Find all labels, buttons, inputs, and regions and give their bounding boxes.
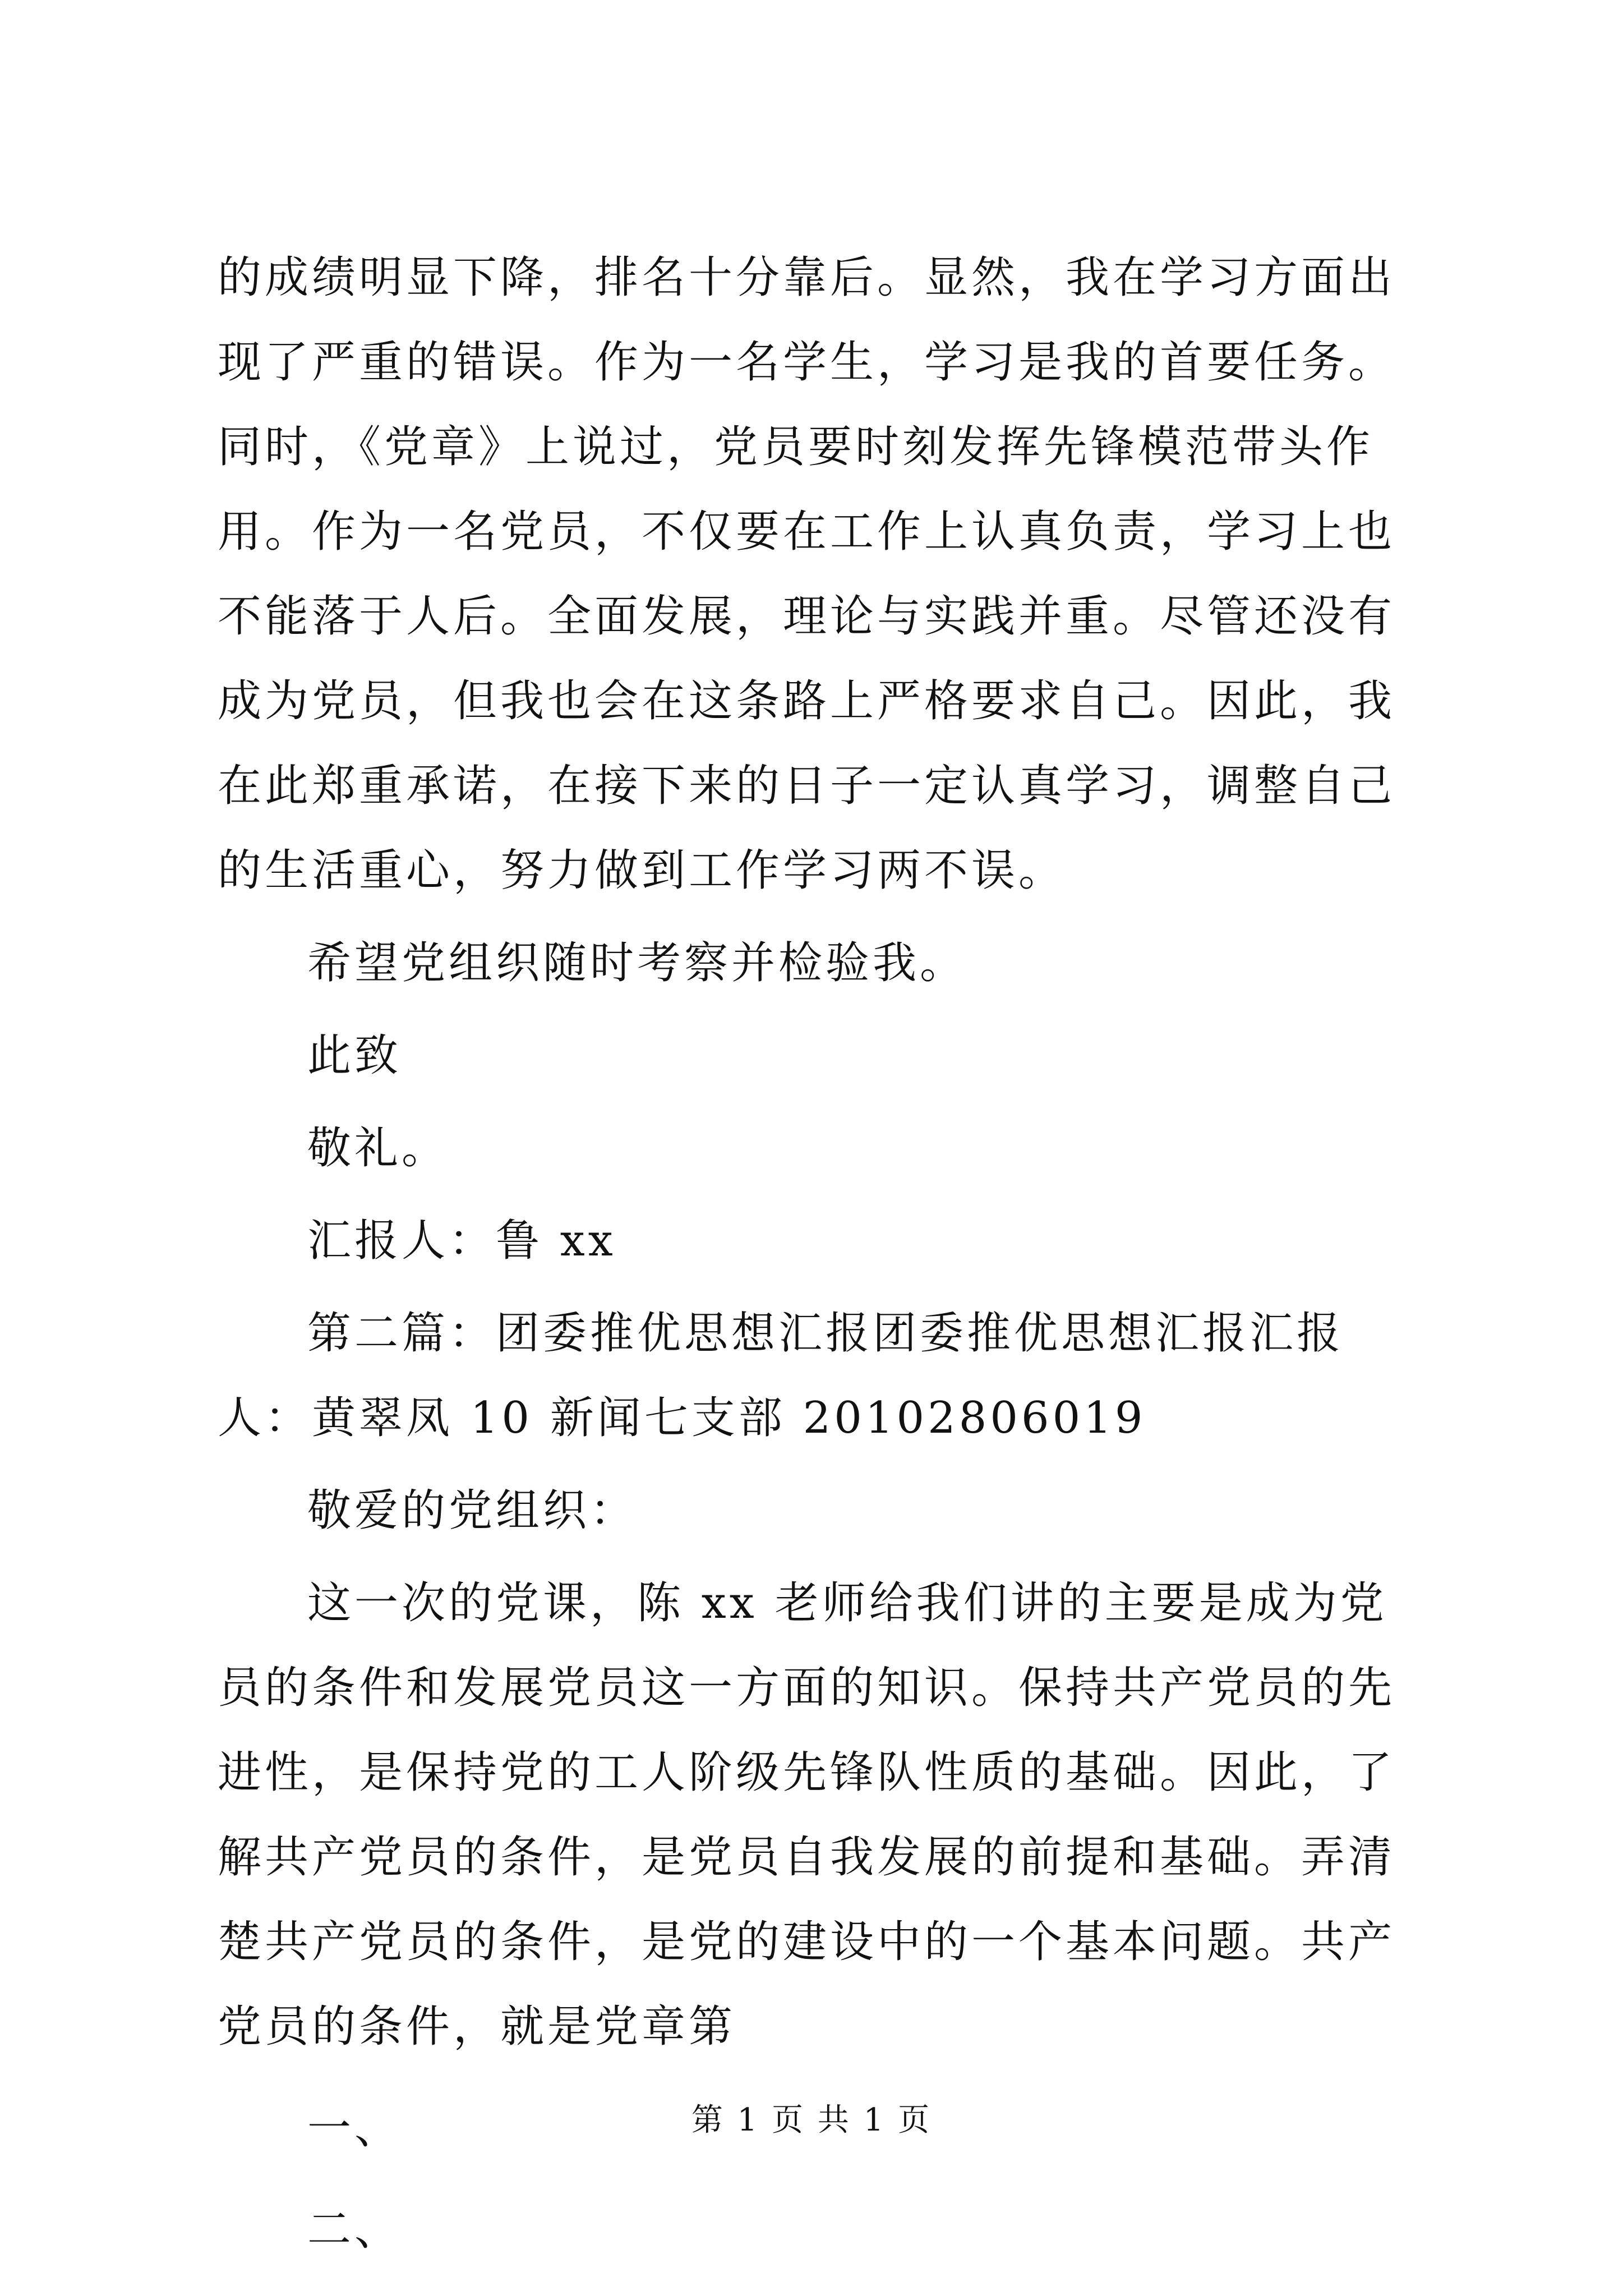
closing-regards: 敬礼。 bbox=[307, 1123, 449, 1174]
second-article-heading: 第二篇：团委推优思想汇报团委推优思想汇报汇报人：黄翠凤 10 新闻七支部 20102806019 bbox=[218, 1308, 1344, 1443]
paragraph-party-lesson: 这一次的党课，陈 xx 老师给我们讲的主要是成为党员的条件和发展党员这一方面的知识。保持共产党员的先进性，是保持党的工人阶级先锋队性质的基础。因此，了解共产党员的条件，是党员自我发展的前提和基础。弄清楚共产党员的条件，是党的建设中的一个基本问题。共产党员的条件，就是党章第 bbox=[218, 1578, 1396, 2052]
paragraph-hope: 希望党组织随时考察并检验我。 bbox=[307, 938, 967, 988]
reporter-signature: 汇报人：鲁 xx bbox=[307, 1216, 616, 1266]
document-body bbox=[218, 236, 1423, 2272]
closing-salutation: 此致 bbox=[307, 1030, 402, 1081]
greeting: 敬爱的党组织： bbox=[307, 1485, 638, 1536]
list-item-one: 一、 bbox=[307, 2103, 402, 2154]
page-footer: 第 1 页 共 1 页 bbox=[691, 2102, 932, 2138]
paragraph-continuation: 的成绩明显下降，排名十分靠后。显然，我在学习方面出现了严重的错误。作为一名学生，学习是我的首要任务。同时，《党章》上说过，党员要时刻发挥先锋模范带头作用。作为一名党员，不仅要在工作上认真负责，学习上也不能落于人后。全面发展，理论与实践并重。尽管还没有成为党员，但我也会在这条路上严格要求自己。因此，我在此郑重承诺，在接下来的日子一定认真学习，调整自己的生活重心，努力做到工作学习两不误。 bbox=[218, 252, 1396, 896]
list-item-two: 二、 bbox=[307, 2205, 402, 2255]
